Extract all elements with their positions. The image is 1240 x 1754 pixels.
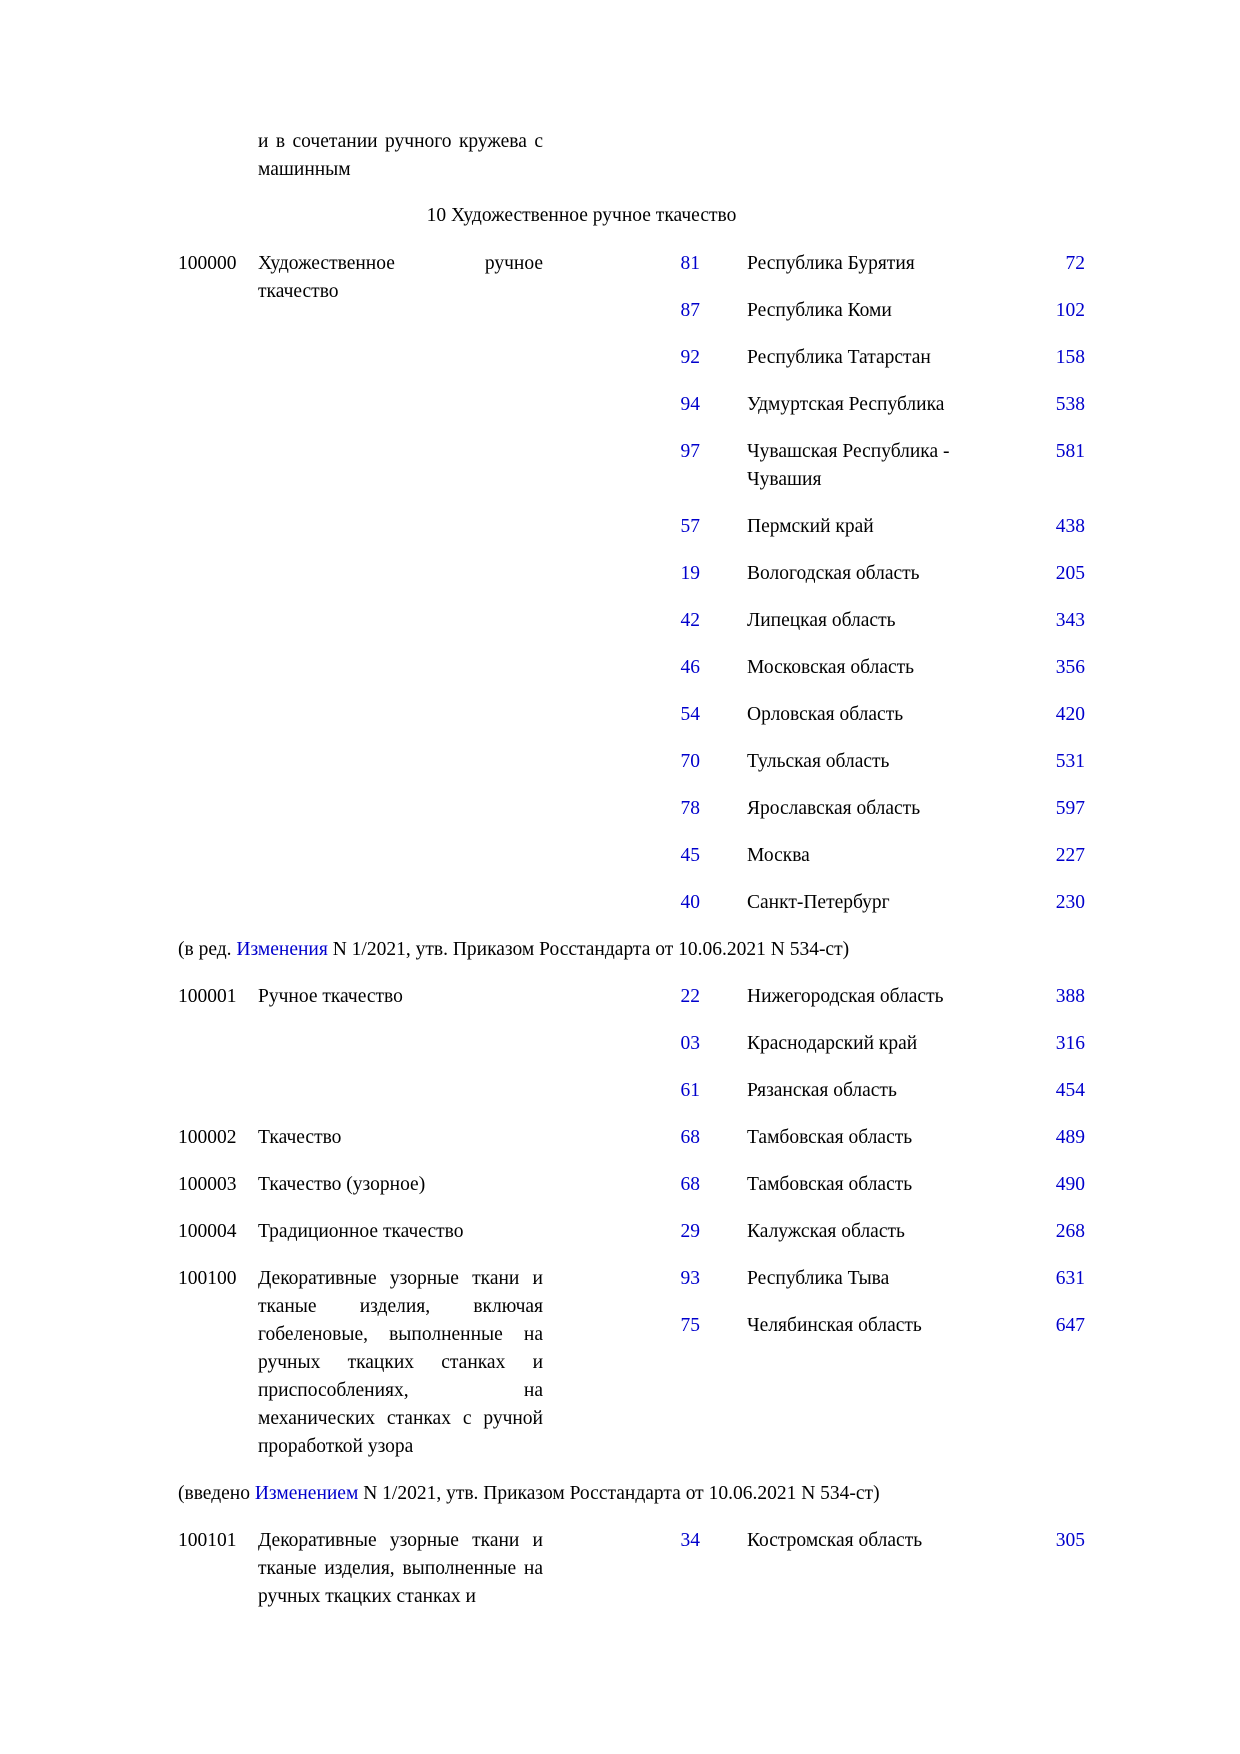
entry-code: 100003 [178, 1174, 237, 1195]
registry-number-link[interactable]: 490 [1055, 1174, 1085, 1195]
registry-number-link[interactable]: 538 [1055, 394, 1085, 415]
region-code-link[interactable]: 46 [680, 657, 700, 678]
region-name: Удмуртская Республика [747, 394, 945, 415]
entry-description: Ткачество (узорное) [258, 1174, 426, 1195]
region-code-link[interactable]: 70 [680, 751, 700, 772]
region-row [543, 1171, 1085, 1199]
region-code-link[interactable]: 92 [680, 347, 700, 368]
region-name: Калужская область [747, 1221, 905, 1242]
classifier-row [178, 983, 1085, 1105]
section-heading: 10 Художественное ручное ткачество [426, 205, 737, 226]
region-code-link[interactable]: 75 [680, 1315, 700, 1336]
region-row [543, 391, 1085, 419]
region-row [543, 1030, 1085, 1058]
registry-number-link[interactable]: 647 [1055, 1315, 1085, 1336]
continuation-text: и в сочетании ручного кружева с машинным [258, 131, 543, 180]
region-code-link[interactable]: 93 [680, 1268, 700, 1289]
region-row [543, 889, 1085, 917]
region-name: Республика Коми [747, 300, 892, 321]
region-row [543, 983, 1085, 1011]
region-code-link[interactable]: 68 [680, 1127, 700, 1148]
registry-number-link[interactable]: 356 [1055, 657, 1085, 678]
region-code-link[interactable]: 81 [680, 253, 700, 274]
registry-number-link[interactable]: 631 [1055, 1268, 1085, 1289]
registry-number-link[interactable]: 72 [1065, 253, 1085, 274]
region-code-link[interactable]: 87 [680, 300, 700, 321]
region-code-link[interactable]: 54 [680, 704, 700, 725]
blocks [178, 250, 1085, 1611]
region-code-link[interactable]: 45 [680, 845, 700, 866]
classifier-row [178, 1171, 1085, 1199]
region-name: Краснодарский край [747, 1033, 918, 1054]
region-name: Санкт-Петербург [747, 892, 890, 913]
region-list [543, 1218, 1085, 1246]
region-row [543, 1218, 1085, 1246]
registry-number-link[interactable]: 102 [1055, 300, 1085, 321]
region-name: Липецкая область [747, 610, 896, 631]
registry-number-link[interactable]: 489 [1055, 1127, 1085, 1148]
entry-description: Ручное ткачество [258, 986, 403, 1007]
entry-code: 100001 [178, 986, 237, 1007]
region-row [543, 842, 1085, 870]
region-code-link[interactable]: 42 [680, 610, 700, 631]
region-code-link[interactable]: 34 [680, 1530, 700, 1551]
registry-number-link[interactable]: 227 [1055, 845, 1085, 866]
region-list [543, 983, 1085, 1105]
amendment-link[interactable]: Изменением [254, 1483, 359, 1504]
entry-description: Традиционное ткачество [258, 1221, 464, 1242]
region-name: Вологодская область [747, 563, 920, 584]
entry-code: 100100 [178, 1268, 237, 1289]
region-name: Тульская область [747, 751, 890, 772]
entry-description: Художественное ручное ткачество [258, 253, 543, 302]
registry-number-link[interactable]: 597 [1055, 798, 1085, 819]
region-name: Костромская область [747, 1530, 923, 1551]
region-code-link[interactable]: 68 [680, 1174, 700, 1195]
classifier-row [178, 250, 1085, 917]
registry-number-link[interactable]: 316 [1055, 1033, 1085, 1054]
region-row [543, 1312, 1085, 1340]
entry-description: Декоративные узорные ткани и тканые изделия, включая гобеленовые, выполненные на ручных ткацких станках и приспособлениях, на механических станках с ручной проработкой узора [258, 1268, 543, 1457]
registry-number-link[interactable]: 268 [1055, 1221, 1085, 1242]
region-name: Пермский край [747, 516, 874, 537]
region-row [543, 607, 1085, 635]
region-row [543, 701, 1085, 729]
note-prefix: (в ред. [178, 939, 237, 960]
region-code-link[interactable]: 78 [680, 798, 700, 819]
region-list [543, 1527, 1085, 1555]
note-suffix: N 1/2021, утв. Приказом Росстандарта от 10.06.2021 N 534-ст) [358, 1483, 880, 1504]
region-code-link[interactable]: 03 [680, 1033, 700, 1054]
classifier-row [178, 1265, 1085, 1461]
amendment-note [178, 1480, 1085, 1508]
region-code-link[interactable]: 29 [680, 1221, 700, 1242]
region-list [543, 1265, 1085, 1340]
classifier-row [178, 1124, 1085, 1152]
region-name: Республика Тыва [747, 1268, 890, 1289]
note-suffix: N 1/2021, утв. Приказом Росстандарта от 10.06.2021 N 534-ст) [327, 939, 850, 960]
entry-description: Декоративные узорные ткани и тканые изделия, выполненные на ручных ткацких станках и [258, 1530, 543, 1607]
registry-number-link[interactable]: 230 [1055, 892, 1085, 913]
amendment-note [178, 936, 1085, 964]
region-row [543, 654, 1085, 682]
entry-description: Ткачество [258, 1127, 342, 1148]
region-code-link[interactable]: 94 [680, 394, 700, 415]
region-row [543, 795, 1085, 823]
region-name: Чувашская Республика - Чувашия [747, 441, 950, 490]
entry-code: 100101 [178, 1530, 237, 1551]
document-content [178, 128, 1085, 1630]
region-row [543, 1077, 1085, 1105]
registry-number-link[interactable]: 581 [1055, 441, 1085, 462]
region-list [543, 250, 1085, 917]
registry-number-link[interactable]: 158 [1055, 347, 1085, 368]
region-code-link[interactable]: 97 [680, 441, 700, 462]
registry-number-link[interactable]: 438 [1055, 516, 1085, 537]
region-name: Орловская область [747, 704, 904, 725]
region-row [543, 1527, 1085, 1555]
registry-number-link[interactable]: 531 [1055, 751, 1085, 772]
region-list [543, 1171, 1085, 1199]
classifier-row [178, 1527, 1085, 1611]
region-name: Тамбовская область [747, 1174, 913, 1195]
registry-number-link[interactable]: 343 [1055, 610, 1085, 631]
registry-number-link[interactable]: 420 [1055, 704, 1085, 725]
region-row [543, 748, 1085, 776]
region-code-link[interactable]: 61 [680, 1080, 700, 1101]
region-list [543, 1124, 1085, 1152]
region-name: Челябинская область [747, 1315, 922, 1336]
registry-number-link[interactable]: 205 [1055, 563, 1085, 584]
region-name: Нижегородская область [747, 986, 944, 1007]
region-code-link[interactable]: 22 [680, 986, 700, 1007]
region-code-link[interactable]: 19 [680, 563, 700, 584]
registry-number-link[interactable]: 305 [1055, 1530, 1085, 1551]
region-name: Москва [747, 845, 810, 866]
region-name: Тамбовская область [747, 1127, 913, 1148]
region-row [543, 250, 1085, 278]
region-name: Московская область [747, 657, 915, 678]
region-row [543, 297, 1085, 325]
region-row [543, 344, 1085, 372]
region-name: Республика Бурятия [747, 253, 915, 274]
classifier-row [178, 1218, 1085, 1246]
region-row [543, 560, 1085, 588]
region-row [543, 1265, 1085, 1293]
region-row [543, 513, 1085, 541]
registry-number-link[interactable]: 454 [1055, 1080, 1085, 1101]
entry-code: 100000 [178, 253, 237, 274]
entry-code: 100002 [178, 1127, 237, 1148]
region-row [543, 1124, 1085, 1152]
region-name: Республика Татарстан [747, 347, 931, 368]
entry-code: 100004 [178, 1221, 237, 1242]
amendment-link[interactable]: Изменения [236, 939, 328, 960]
region-code-link[interactable]: 40 [680, 892, 700, 913]
region-name: Рязанская область [747, 1080, 897, 1101]
region-row [543, 438, 1085, 494]
region-name: Ярославская область [747, 798, 921, 819]
region-code-link[interactable]: 57 [680, 516, 700, 537]
registry-number-link[interactable]: 388 [1055, 986, 1085, 1007]
note-prefix: (введено [178, 1483, 255, 1504]
